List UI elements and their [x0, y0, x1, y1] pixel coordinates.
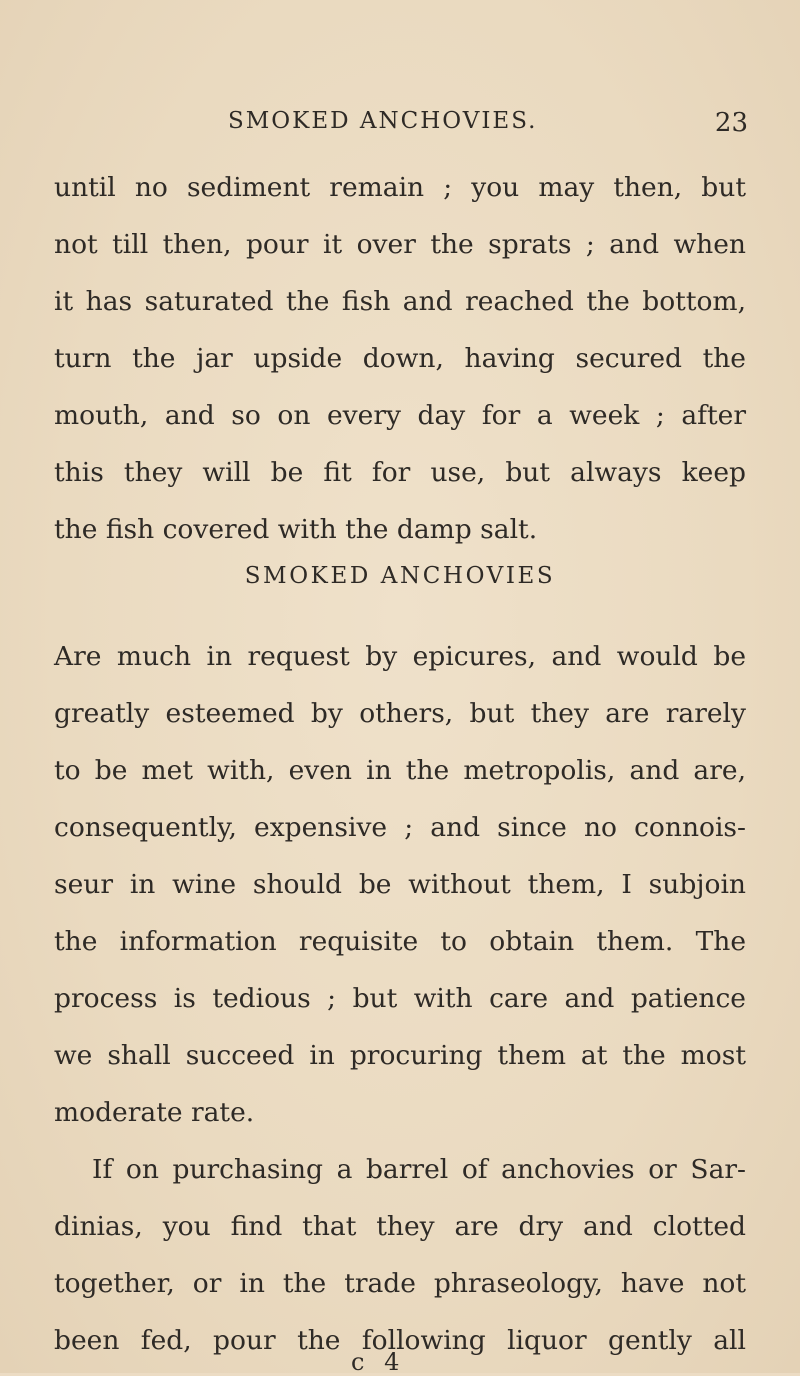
text-line: it has saturated the fish and reached the bottom, — [54, 286, 746, 317]
section-heading: SMOKED ANCHOVIES — [244, 563, 556, 589]
text-line: If on purchasing a barrel of anchovies or Sar- — [92, 1154, 746, 1185]
text-line: mouth, and so on every day for a week ; after — [54, 400, 746, 431]
text-line: not till then, pour it over the sprats ; and when — [54, 229, 746, 260]
text-line: together, or in the trade phraseology, have not — [54, 1268, 746, 1299]
text-line: turn the jar upside down, having secured the — [54, 343, 746, 374]
running-title: SMOKED ANCHOVIES. — [228, 108, 538, 134]
text-line: been fed, pour the following liquor gently all — [54, 1325, 746, 1356]
text-line: greatly esteemed by others, but they are rarely — [54, 698, 746, 729]
text-line: process is tedious ; but with care and patience — [54, 983, 746, 1014]
running-head — [228, 108, 748, 138]
text-line: dinias, you find that they are dry and clotted — [54, 1211, 746, 1242]
text-line: Are much in request by epicures, and would be — [54, 641, 746, 672]
text-line: seur in wine should be without them, I subjoin — [54, 869, 746, 900]
text-line: moderate rate. — [54, 1097, 255, 1128]
text-line: until no sediment remain ; you may then, but — [54, 172, 746, 203]
text-line: to be met with, even in the metropolis, and are, — [54, 755, 746, 786]
text-line: consequently, expensive ; and since no connois- — [54, 812, 746, 843]
text-line: this they will be fit for use, but always keep — [54, 457, 746, 488]
text-line: the information requisite to obtain them. The — [54, 926, 746, 957]
signature-mark: c 4 — [351, 1348, 406, 1376]
text-line: we shall succeed in procuring them at the most — [54, 1040, 746, 1071]
text-line: the fish covered with the damp salt. — [54, 514, 538, 545]
page-number: 23 — [714, 108, 748, 138]
